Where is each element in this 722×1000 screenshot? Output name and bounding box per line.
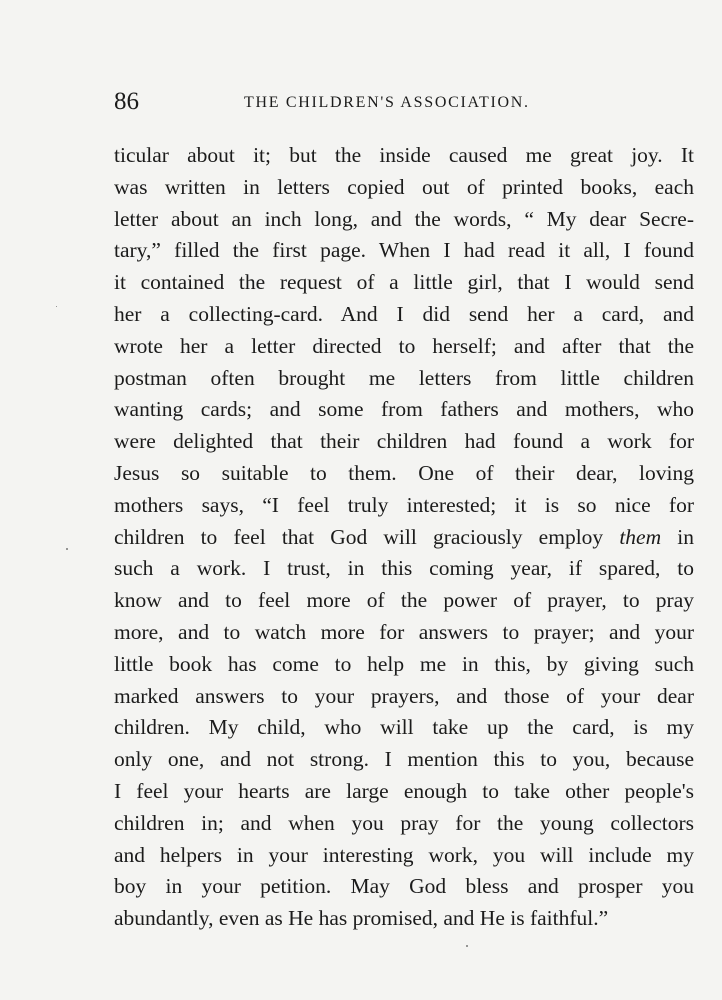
text-line: mothers says, “I feel truly interested; it is so nice for bbox=[114, 492, 694, 517]
text-line: children. My child, who will take up the card, is my bbox=[114, 715, 694, 740]
text-line-with-italic bbox=[114, 522, 694, 554]
text-line: abundantly, even as He has promised, and He is faithful.” bbox=[114, 906, 609, 931]
text-line: her a collecting-card. And I did send her a card, and bbox=[114, 301, 694, 326]
page-number: 86 bbox=[114, 88, 139, 115]
text-line: and helpers in your interesting work, you will include my bbox=[114, 842, 694, 867]
text-line: were delighted that their children had found a work for bbox=[114, 429, 694, 454]
text-line: know and to feel more of the power of prayer, to pray bbox=[114, 588, 694, 613]
text-line: more, and to watch more for answers to prayer; and your bbox=[114, 619, 694, 644]
text-line: little book has come to help me in this, by giving such bbox=[114, 651, 694, 676]
running-head: THE CHILDREN'S ASSOCIATION. bbox=[244, 94, 530, 111]
print-speck bbox=[56, 306, 57, 307]
text-line: boy in your petition. May God bless and prosper you bbox=[114, 874, 694, 899]
text-line: only one, and not strong. I mention this to you, because bbox=[114, 747, 694, 772]
text-line: ticular about it; but the inside caused me great joy. It bbox=[114, 143, 694, 167]
text-line: I feel your hearts are large enough to take other people's bbox=[114, 778, 694, 803]
body-text bbox=[114, 140, 694, 935]
text-line: marked answers to your prayers, and those of your dear bbox=[114, 683, 694, 708]
text-line: such a work. I trust, in this coming year, if spared, to bbox=[114, 556, 694, 581]
print-speck bbox=[66, 548, 68, 550]
text-line: Jesus so suitable to them. One of their dear, loving bbox=[114, 460, 694, 485]
text-run: in bbox=[661, 524, 694, 549]
page-header bbox=[114, 88, 694, 122]
text-line: letter about an inch long, and the words, “ My dear Secre- bbox=[114, 206, 694, 231]
text-line: tary,” filled the first page. When I had read it all, I found bbox=[114, 238, 694, 263]
text-line: was written in letters copied out of printed books, each bbox=[114, 174, 694, 199]
text-line: wrote her a letter directed to herself; and after that the bbox=[114, 333, 694, 358]
text-line: wanting cards; and some from fathers and mothers, who bbox=[114, 397, 694, 422]
text-run: children to feel that God will graciously employ bbox=[114, 524, 620, 549]
text-line: it contained the request of a little girl, that I would send bbox=[114, 270, 694, 295]
italic-word: them bbox=[619, 524, 662, 549]
print-speck bbox=[466, 945, 468, 947]
text-line: postman often brought me letters from little children bbox=[114, 365, 694, 390]
text-line: children in; and when you pray for the young collectors bbox=[114, 810, 694, 835]
